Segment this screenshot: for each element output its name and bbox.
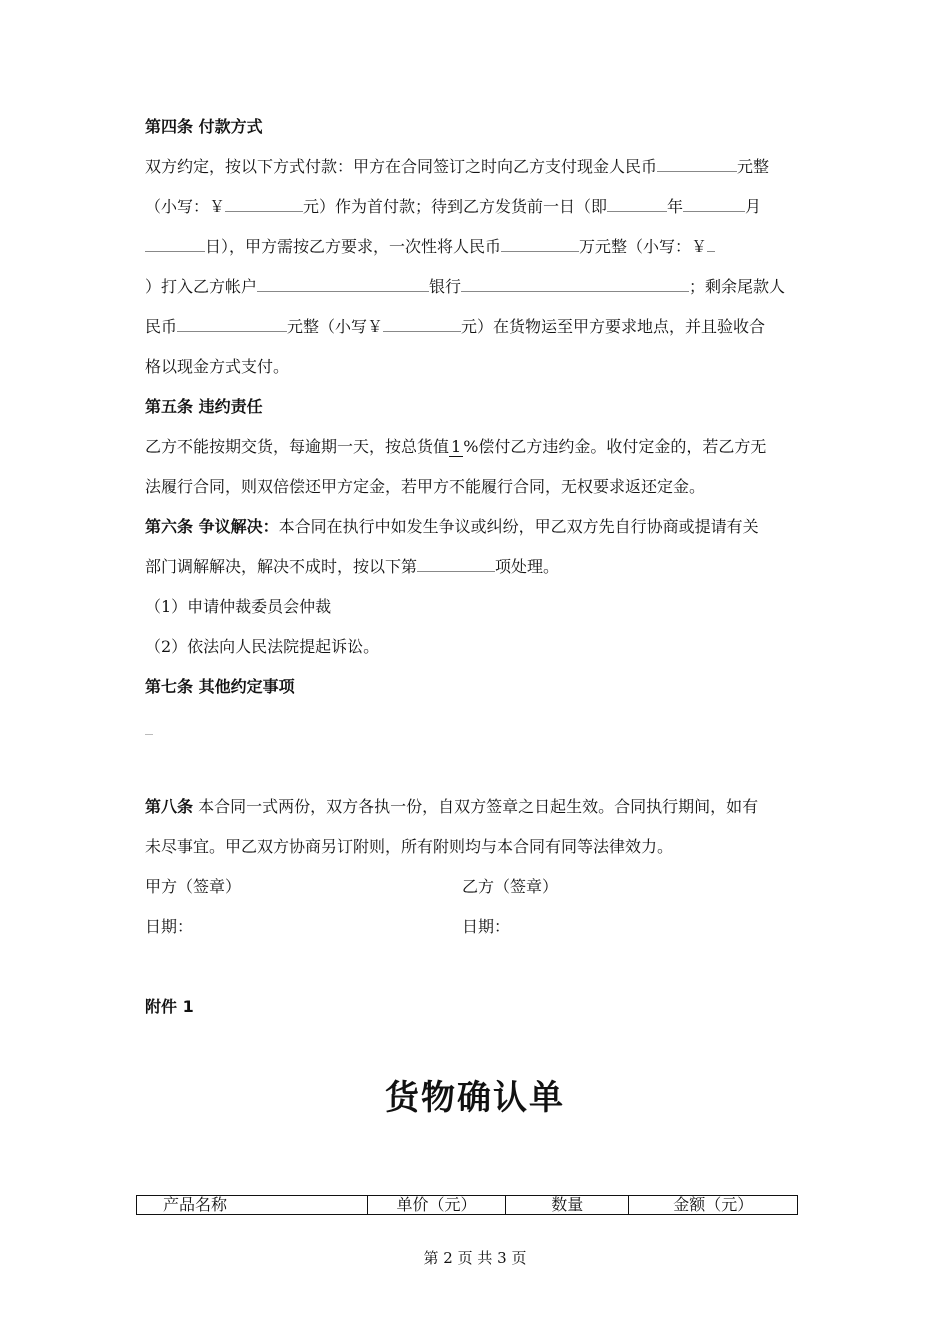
article-7-heading: 第七条 其他约定事项	[145, 677, 295, 696]
blank-field[interactable]	[657, 157, 737, 172]
blank-field[interactable]	[461, 277, 689, 292]
article-6-line-1	[145, 517, 759, 537]
annex-title: 货物确认单	[385, 1078, 565, 1118]
text: 元）在货物运至甲方要求地点，并且验收合	[461, 317, 766, 336]
column-quantity: 数量	[506, 1196, 629, 1215]
text: 双方约定，按以下方式付款：甲方在合同签订之时向乙方支付现金人民币	[145, 157, 658, 176]
column-unit-price: 单价（元）	[367, 1196, 505, 1215]
blank-field[interactable]	[177, 317, 287, 332]
article-5-line-2: 法履行合同，则双倍偿还甲方定金，若甲方不能履行合同，无权要求返还定金。	[145, 477, 706, 496]
article-4-line-1	[145, 157, 769, 177]
text: 日），甲方需按乙方要求，一次性将人民币	[205, 237, 502, 256]
goods-table	[136, 1195, 798, 1215]
blank-field[interactable]	[145, 237, 205, 252]
article-4-line-2	[145, 197, 761, 217]
party-b-signature: 乙方（签章）	[462, 877, 559, 896]
column-amount: 金额（元）	[629, 1196, 798, 1215]
article-4-line-6: 格以现金方式支付。	[145, 357, 290, 376]
blank-field[interactable]	[501, 237, 579, 252]
party-a-signature: 甲方（签章）	[145, 877, 242, 896]
article-4-line-4	[145, 277, 785, 297]
article-6-heading: 第六条 争议解决：	[145, 517, 279, 536]
text: 本合同在执行中如发生争议或纠纷，甲乙双方先自行协商或提请有关	[278, 517, 759, 536]
text: 民币	[145, 317, 178, 336]
text: 年	[667, 197, 684, 216]
blank-field[interactable]	[225, 197, 303, 212]
column-product-name: 产品名称	[137, 1196, 368, 1215]
text: 元整	[737, 157, 770, 176]
penalty-rate: 1	[451, 437, 462, 456]
text: 元整（小写￥	[287, 317, 384, 336]
party-b-date: 日期：	[462, 917, 511, 936]
table-header-row	[137, 1196, 798, 1215]
text: %偿付乙方违约金。收付定金的，若乙方无	[463, 437, 767, 456]
article-5-line-1	[145, 437, 766, 457]
text: 乙方不能按期交货，每逾期一天，按总货值	[145, 437, 450, 456]
article-4-line-3	[145, 237, 715, 257]
article-6-line-2	[145, 557, 559, 577]
text: 项处理。	[495, 557, 560, 576]
party-a-date: 日期：	[145, 917, 194, 936]
article-8-line-1	[145, 797, 758, 817]
article-4-heading: 第四条 付款方式	[145, 117, 263, 136]
annex-label: 附件 1	[145, 997, 194, 1016]
text: ）打入乙方帐户	[145, 277, 258, 296]
blank-field[interactable]	[607, 197, 667, 212]
text: 银行	[429, 277, 462, 296]
article-5-heading: 第五条 违约责任	[145, 397, 263, 416]
blank-field[interactable]	[683, 197, 745, 212]
text: （小写：￥	[145, 197, 226, 216]
page-footer: 第 2 页 共 3 页	[423, 1249, 527, 1267]
article-6-option-2: （2）依法向人民法院提起诉讼。	[145, 637, 380, 656]
article-4-line-5	[145, 317, 765, 337]
blank-field[interactable]	[383, 317, 461, 332]
article-6-option-1: （1）申请仲裁委员会仲裁	[145, 597, 332, 616]
blank-field[interactable]	[417, 557, 495, 572]
text: 部门调解解决，解决不成时，按以下第	[145, 557, 418, 576]
text: 月	[745, 197, 762, 216]
text: 本合同一式两份，双方各执一份，自双方签章之日起生效。合同执行期间，如有	[193, 797, 759, 816]
empty-line-marker	[145, 734, 153, 735]
article-8-line-2: 未尽事宜。甲乙双方协商另订附则，所有附则均与本合同有同等法律效力。	[145, 837, 674, 856]
text: 万元整（小写：￥	[579, 237, 708, 256]
article-8-heading: 第八条	[145, 797, 194, 816]
blank-field[interactable]	[707, 237, 715, 252]
text: 元）作为首付款；待到乙方发货前一日（即	[303, 197, 608, 216]
blank-field[interactable]	[257, 277, 429, 292]
text: ；剩余尾款人	[689, 277, 786, 296]
